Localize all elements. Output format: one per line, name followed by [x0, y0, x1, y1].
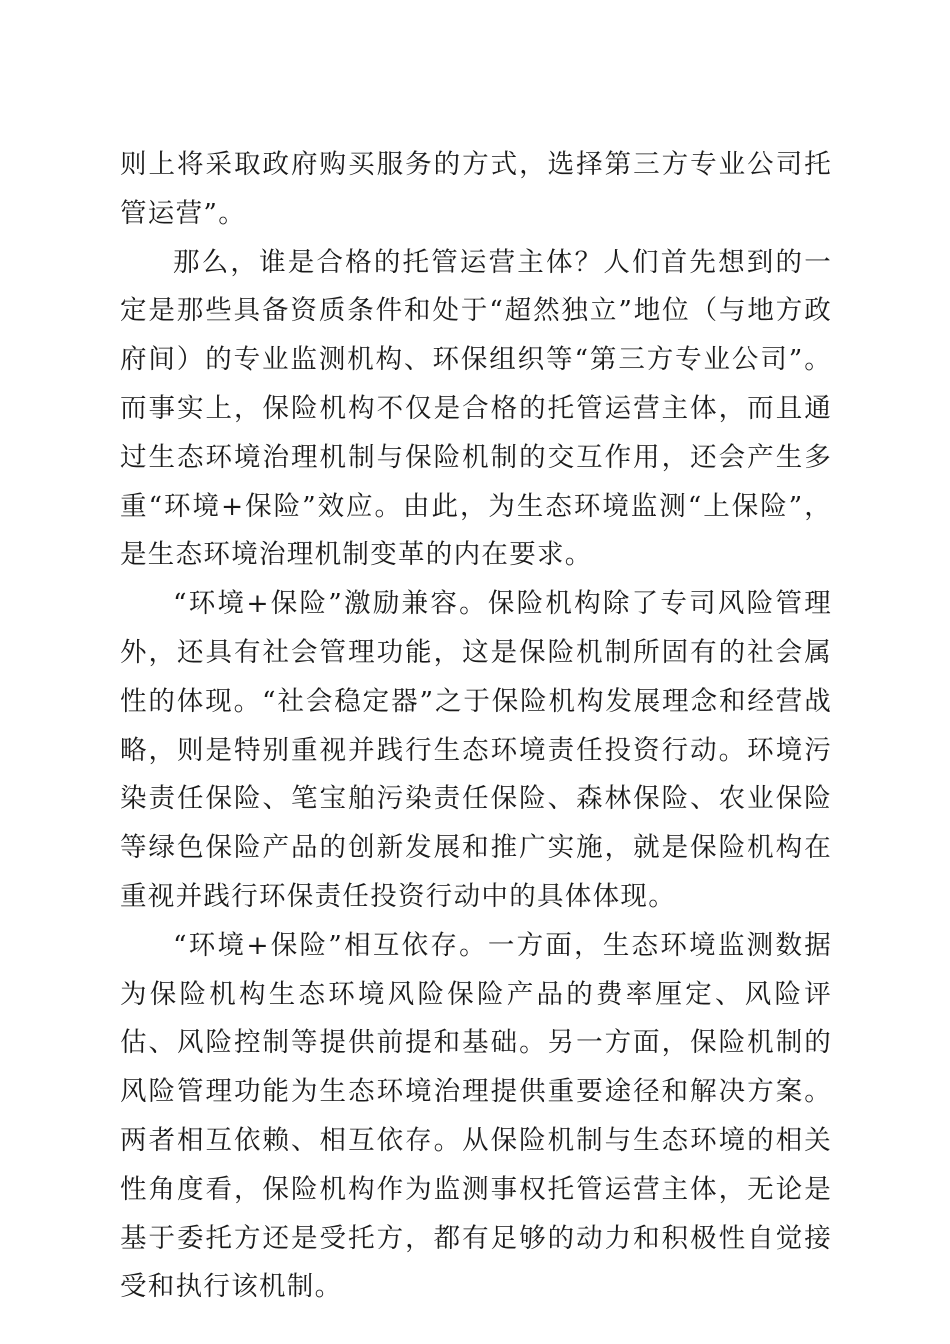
paragraph-1: 则上将采取政府购买服务的方式，选择第三方专业公司托管运营”。	[120, 149, 832, 229]
paragraph-3: “环境+保险”激励兼容。保险机构除了专司风险管理外，还具有社会管理功能，这是保险机制所固有的社会属性的体现。“社会稳定器”之于保险机构发展理念和经营战略，则是特别重视并践行生态环境责任投资行动。环境污染责任保险、笔宝舶污染责任保险、森林保险、农业保险等绿色保险产品的创新发展和推广实施，就是保险机构在重视并践行环保责任投资行动中的具体体现。	[120, 588, 832, 912]
document-body	[120, 141, 832, 1312]
paragraph-4: “环境+保险”相互依存。一方面，生态环境监测数据为保险机构生态环境风险保险产品的费率厘定、风险评估、风险控制等提供前提和基础。另一方面，保险机制的风险管理功能为生态环境治理提供重要途径和解决方案。两者相互依赖、相互依存。从保险机制与生态环境的相关性角度看，保险机构作为监测事权托管运营主体，无论是基于委托方还是受托方，都有足够的动力和积极性自觉接受和执行该机制。	[120, 929, 832, 1303]
paragraph-2: 那么，谁是合格的托管运营主体？人们首先想到的一定是那些具备资质条件和处于“超然独立”地位（与地方政府间）的专业监测机构、环保组织等“第三方专业公司”。而事实上，保险机构不仅是合格的托管运营主体，而且通过生态环境治理机制与保险机制的交互作用，还会产生多重“环境+保险”效应。由此，为生态环境监测“上保险”，是生态环境治理机制变革的内在要求。	[120, 246, 832, 571]
